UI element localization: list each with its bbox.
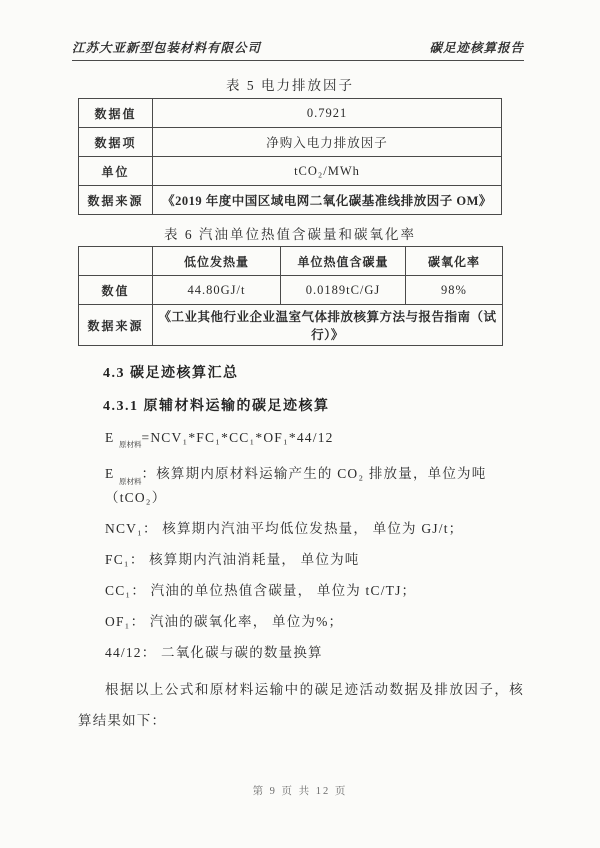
table6-data-source: 《工业其他行业企业温室气体排放核算方法与报告指南（试行）》 — [153, 305, 503, 346]
table-row — [79, 99, 502, 128]
table5-electricity-emission-factor — [78, 98, 502, 215]
table-header-row — [79, 247, 503, 276]
table6-value-cell: 44.80GJ/t — [153, 276, 281, 305]
definition-of1: OF₁： 汽油的碳氧化率， 单位为%； — [105, 613, 344, 629]
definition-e-text: ：核算期内原材料运输产生的 CO₂ 排放量，单位为吨（tCO₂） — [105, 466, 487, 505]
table6-col-header: 低位发热量 — [153, 247, 281, 276]
table5-row-value: tCO₂/MWh — [153, 157, 502, 186]
section-heading-4-3: 4.3 碳足迹核算汇总 — [103, 366, 239, 381]
definition-fc1: FC₁： 核算期内汽油消耗量， 单位为吨 — [105, 551, 360, 567]
formula-symbol: E — [105, 429, 120, 445]
definition-e-subscript: 原材料 — [119, 476, 142, 486]
definition-e-symbol: E — [105, 466, 120, 482]
formula-symbol-subscript: 原材料 — [119, 440, 142, 450]
table5-caption: 表 5 电力排放因子 — [226, 78, 354, 93]
section-heading-4-3-1: 4.3.1 原辅材料运输的碳足迹核算 — [103, 399, 330, 414]
definition-cc1: CC₁： 汽油的单位热值含碳量， 单位为 tC/TJ； — [105, 582, 417, 598]
table-row — [79, 157, 502, 186]
table6-gasoline-carbon-content — [78, 246, 503, 346]
header-company-name: 江苏大亚新型包装材料有限公司 — [72, 41, 262, 55]
page-number-footer: 第 9 页 共 12 页 — [252, 786, 348, 797]
emission-formula — [105, 429, 522, 453]
table-row — [79, 128, 502, 157]
table6-value-cell: 0.0189tC/GJ — [281, 276, 406, 305]
header-report-title: 碳足迹核算报告 — [429, 41, 524, 55]
definition-44-12: 44/12： 二氧化碳与碳的数量换算 — [105, 644, 323, 660]
table5-row-label: 单位 — [79, 157, 153, 186]
table-row — [79, 305, 503, 346]
table-row — [79, 186, 502, 215]
page-header — [72, 38, 524, 61]
table6-value-cell: 98% — [406, 276, 503, 305]
table5-data-source: 《2019 年度中国区域电网二氧化碳基准线排放因子 OM》 — [153, 186, 502, 215]
table5-row-label: 数据来源 — [79, 186, 153, 215]
table5-row-value: 净购入电力排放因子 — [153, 128, 502, 157]
table6-value-row-label: 数值 — [79, 276, 153, 305]
table5-row-label: 数据项 — [79, 128, 153, 157]
table6-caption: 表 6 汽油单位热值含碳量和碳氧化率 — [164, 227, 416, 242]
table5-row-label: 数据值 — [79, 99, 153, 128]
term-definitions — [78, 465, 522, 662]
definition-ncv1: NCV₁： 核算期内汽油平均低位发热量， 单位为 GJ/t； — [105, 520, 464, 536]
table-row — [79, 276, 503, 305]
closing-paragraph: 根据以上公式和原材料运输中的碳足迹活动数据及排放因子，核算结果如下： — [78, 681, 524, 728]
definition-e — [105, 465, 522, 507]
table6-source-row-label: 数据来源 — [79, 305, 153, 346]
table6-col-header: 碳氧化率 — [406, 247, 503, 276]
table6-col-header: 单位热值含碳量 — [281, 247, 406, 276]
formula-expression: =NCV₁*FC₁*CC₁*OF₁*44/12 — [141, 429, 334, 445]
table6-corner-cell — [79, 247, 153, 276]
table5-row-value: 0.7921 — [153, 99, 502, 128]
